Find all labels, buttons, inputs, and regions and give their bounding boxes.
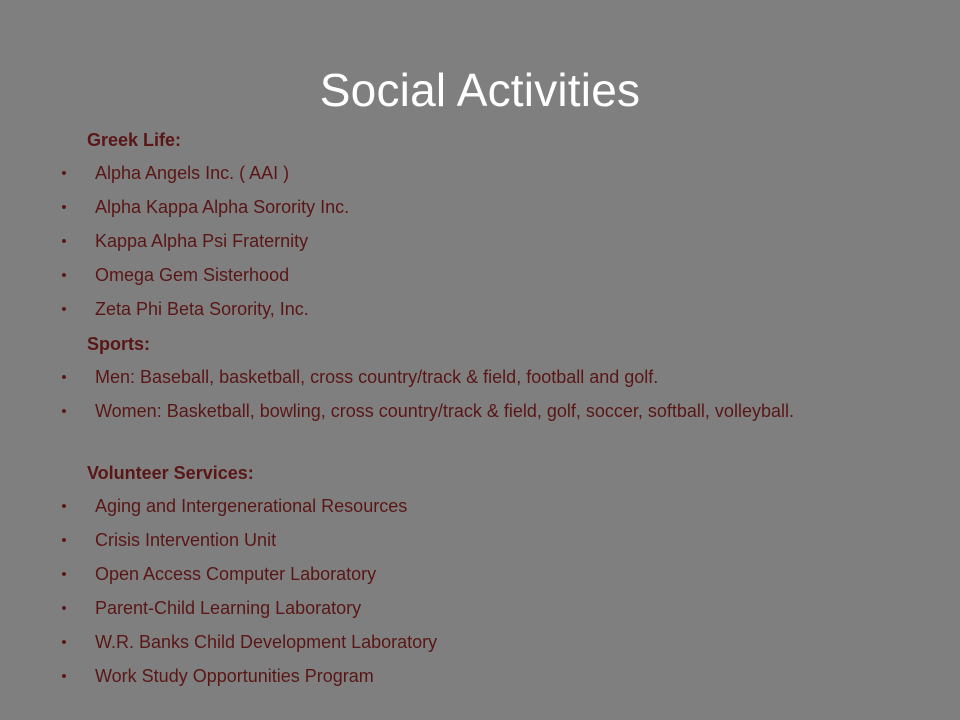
list-item <box>61 494 875 528</box>
bullet-dot-icon: • <box>61 267 67 284</box>
list-item <box>61 365 875 399</box>
list-item <box>61 528 875 562</box>
bullet-list <box>0 494 900 698</box>
slide-content <box>0 127 900 698</box>
section-heading: Volunteer Services: <box>87 463 254 483</box>
list-item-text: Aging and Intergenerational Resources <box>95 496 408 516</box>
list-item-text: Women: Basketball, bowling, cross country/track & field, golf, soccer, softball, volleyball. <box>95 401 794 421</box>
list-item <box>61 263 875 297</box>
list-item <box>61 664 875 698</box>
list-item-text: Work Study Opportunities Program <box>95 666 374 686</box>
section-greek-life <box>0 127 900 331</box>
list-item-text: Omega Gem Sisterhood <box>95 265 290 285</box>
bullet-dot-icon: • <box>61 532 67 549</box>
list-item <box>61 630 875 664</box>
list-item <box>61 399 875 460</box>
bullet-dot-icon: • <box>61 600 67 617</box>
list-item-text: Crisis Intervention Unit <box>95 530 277 550</box>
list-item-text: Alpha Kappa Alpha Sorority Inc. <box>95 197 350 217</box>
section-heading: Greek Life: <box>87 130 182 150</box>
section-sports <box>0 331 900 460</box>
list-item-text: Men: Baseball, basketball, cross country/track & field, football and golf. <box>95 367 659 387</box>
bullet-dot-icon: • <box>61 566 67 583</box>
list-item <box>61 596 875 630</box>
list-item-text: Kappa Alpha Psi Fraternity <box>95 231 309 251</box>
list-item <box>61 562 875 596</box>
list-item <box>61 161 875 195</box>
bullet-dot-icon: • <box>61 668 67 685</box>
bullet-dot-icon: • <box>61 369 67 386</box>
bullet-list <box>0 161 900 331</box>
bullet-list <box>0 365 900 460</box>
bullet-dot-icon: • <box>61 634 67 651</box>
bullet-dot-icon: • <box>61 403 67 420</box>
section-heading: Sports: <box>87 334 150 354</box>
list-item-text: Parent-Child Learning Laboratory <box>95 598 362 618</box>
list-item-text: Open Access Computer Laboratory <box>95 564 377 584</box>
list-item <box>61 297 875 331</box>
bullet-dot-icon: • <box>61 165 67 182</box>
bullet-dot-icon: • <box>61 199 67 216</box>
bullet-dot-icon: • <box>61 498 67 515</box>
list-item-text: W.R. Banks Child Development Laboratory <box>95 632 438 652</box>
bullet-dot-icon: • <box>61 301 67 318</box>
list-item-text: Alpha Angels Inc. ( AAI ) <box>95 163 290 183</box>
list-item <box>61 229 875 263</box>
slide-title: Social Activities <box>319 64 641 116</box>
section-volunteer-services <box>0 460 900 698</box>
bullet-dot-icon: • <box>61 233 67 250</box>
list-item <box>61 195 875 229</box>
list-item-text: Zeta Phi Beta Sorority, Inc. <box>95 299 309 319</box>
